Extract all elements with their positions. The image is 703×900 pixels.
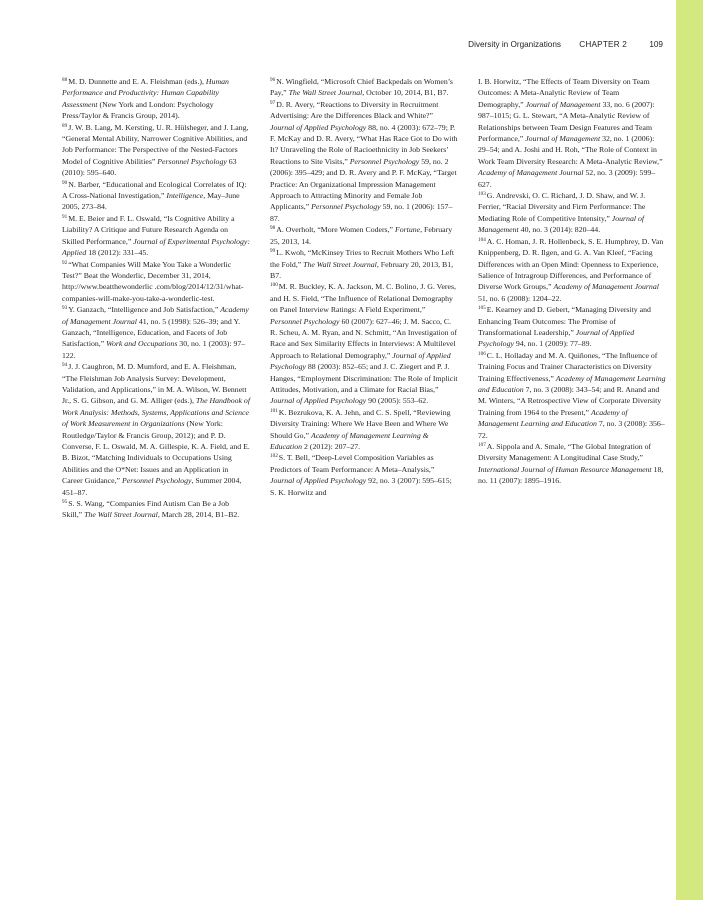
endnote-text: C. L. Holladay and M. A. Quiñones, “The Influence of Training Focus and Trainer Characteristics on Diversity Training Effectiveness,” Academy of Management Learning and Education 7, no. 3 (2008): 343–54; and R. Anand and M. Winters, “A Retrospective View of Corporate Diversity Training from 1964 to the Present,” Academy of Management Learning and Education 7, no. 3 (2008): 356–72. — [478, 350, 666, 440]
endnote-text: A. C. Homan, J. R. Hollenbeck, S. E. Humphrey, D. Van Knippenberg, D. R. Ilgen, and G. A. Van Kleef, “Facing Differences with an Open Mind: Openness to Experience, Salience of Intragroup Differences, and Performance of Diverse Work Groups,” Academy of Management Journal 51, no. 6 (2008): 1204–22. — [478, 236, 664, 303]
running-header — [468, 40, 663, 52]
endnote-text: S. T. Bell, “Deep-Level Composition Variables as Predictors of Team Performance: A Meta–Analysis,” Journal of Applied Psychology 92, no. 3 (2007): 595–615; S. K. Horwitz and — [270, 453, 452, 497]
endnote-text: M. E. Beier and F. L. Oswald, “Is Cognitive Ability a Liability? A Critique and Future Research Agenda on Skilled Performance,” Journal of Experimental Psychology: Applied 18 (2012): 331–45. — [62, 213, 250, 258]
endnote-text: Y. Ganzach, “Intelligence and Job Satisfaction,” Academy of Management Journal 41, no. 5 (1998): 526–39; and Y. Ganzach, “Intelligence, Education, and Facets of Job Satisfaction,” Work and Occupations 30, no. 1 (2003): 97–122. — [62, 305, 249, 360]
endnote — [478, 304, 666, 350]
endnote-number: 105 — [478, 305, 486, 312]
endnote-text: J. J. Caughron, M. D. Mumford, and E. A. Fleishman, “The Fleishman Job Analysis Survey: Development, Validation, and Applications,” in M. A. Wilson, W. Bennett Jr., S. G. Gibson, and G. M. Alliger (eds.), The Handbook of Work Analysis: Methods, Systems, Applications and Science of Work Measurement in Organizations (New York: Routledge/Taylor & Francis Group, 2012); and P. D. Converse, F. L. Oswald, M. A. Gillespie, K. A. Field, and E. B. Bizot, “Matching Individuals to Occupations Using Abilities and the O*Net: Issues and an Application in Career Guidance,” Personnel Psychology, Summer 2004, 451–87. — [62, 362, 250, 497]
endnote-number: 94 — [62, 362, 68, 369]
endnote-number: 107 — [478, 442, 486, 448]
endnote — [62, 179, 250, 213]
endnote — [62, 361, 250, 498]
color-sidebar-tab — [676, 0, 703, 900]
endnote-text: G. Andrevski, O. C. Richard, J. D. Shaw, and W. J. Ferrier, “Racial Diversity and Firm Performance: The Mediating Role of Competitive Intensity,” Journal of Management 40, no. 3 (2014): 820–44. — [478, 191, 646, 235]
endnote-text: I. B. Horwitz, “The Effects of Team Diversity on Team Outcomes: A Meta-Analytic Review of Team Demography,” Journal of Management 33, no. 6 (2007): 987–1015; G. L. Stewart, “A Meta-Analytic Review of Relationships between Team Design Features and Team Performance,” Journal of Management 32, no. 1 (2006): 29–54; and A. Joshi and H. Roh, “The Role of Context in Work Team Diversity Research: A Meta-Analytic Review,” Academy of Management Journal 52, no. 3 (2009): 599–627. — [478, 77, 663, 189]
endnote-text: M. R. Buckley, K. A. Jackson, M. C. Bolino, J. G. Veres, and H. S. Field, “The Influence of Relational Demography on Panel Interview Ratings: A Field Experiment,” Personnel Psychology 60 (2007): 627–46; J. M. Sacco, C. R. Scheu, A. M. Ryan, and N. Schmitt, “An Investigation of Race and Sex Similarity Effects in Interviews: A Multilevel Approach to Relational Demography,” Journal of Applied Psychology 88 (2003): 852–65; and J. C. Ziegert and P. J. Hanges, “Employment Discrimination: The Role of Implicit Attitudes, Motivation, and a Climate for Racial Bias,” Journal of Applied Psychology 90 (2005): 553–62. — [270, 282, 458, 406]
endnote — [478, 190, 666, 236]
endnote-text: J. W. B. Lang, M. Kersting, U. R. Hülsheger, and J. Lang, “General Mental Ability, Narrower Cognitive Abilities, and Job Performance: The Perspective of the Nested-Factors Model of Cognitive Abilities” Personnel Psychology 63 (2010): 595–640. — [62, 122, 249, 178]
endnote-number: 102 — [270, 453, 278, 460]
endnote-number: 106 — [478, 350, 486, 357]
endnote-number: 99 — [270, 248, 276, 255]
endnote-text: D. R. Avery, “Reactions to Diversity in Recruitment Advertising: Are the Differences Black and White?” Journal of Applied Psychology 88, no. 4 (2003): 672–79; P. F. McKay and D. R. Avery, “What Has Race Got to Do with It? Unraveling the Role of Racioethnicity in Job Seekers’ Reactions to Site Visits,” Personnel Psychology 59, no. 2 (2006): 395–429; and D. R. Avery and P. F. McKay, “Target Practice: An Organizational Impression Management Approach to Attracting Minority and Female Job Applicants,” Personnel Psychology 59, no. 1 (2006): 157–87. — [270, 99, 458, 223]
endnote-number: 89 — [62, 122, 68, 129]
endnote-number: 95 — [62, 499, 68, 506]
endnote — [270, 281, 458, 406]
endnote-number: 96 — [270, 77, 276, 83]
endnote — [270, 76, 458, 99]
endnote — [478, 350, 666, 441]
notes-column-1 — [62, 76, 250, 521]
endnote-number: 101 — [270, 407, 278, 414]
endnote-number: 98 — [270, 225, 276, 232]
endnote-number: 97 — [270, 99, 276, 106]
endnote-number: 91 — [62, 213, 68, 220]
endnote — [270, 224, 458, 247]
endnote-number: 92 — [62, 259, 68, 266]
page-number: 109 — [649, 40, 663, 49]
endnote — [62, 213, 250, 259]
endnote — [62, 304, 250, 361]
endnote-number: 100 — [270, 282, 278, 289]
endnote-text: N. Barber, “Educational and Ecological Correlates of IQ: A Cross-National Investigation,” Intelligence, May–June 2005, 273–84. — [62, 179, 247, 212]
notes-column-2 — [270, 76, 458, 498]
notes-column-3 — [478, 76, 666, 487]
endnote — [478, 236, 666, 304]
endnote — [62, 122, 250, 179]
endnote-text: L. Kwoh, “McKinsey Tries to Recruit Mothers Who Left the Fold,” The Wall Street Journal, February 20, 2013, B1, B7. — [270, 248, 455, 280]
endnote — [270, 407, 458, 453]
endnote-text: E. Kearney and D. Gebert, “Managing Diversity and Enhancing Team Outcomes: The Promise of Transformational Leadership,” Journal of Applied Psychology 94, no. 1 (2009): 77–89. — [478, 305, 651, 349]
endnote — [62, 498, 250, 521]
endnote-text: A. Sippola and A. Smale, “The Global Integration of Diversity Management: A Longitudinal Case Study,” International Journal of Human Resource Management 18, no. 11 (2007): 1895–1916. — [478, 442, 664, 486]
endnote-number: 93 — [62, 305, 68, 312]
endnote-number: 88 — [62, 77, 68, 83]
endnote-text: S. S. Wang, “Companies Find Autism Can Be a Job Skill,” The Wall Street Journal, March 28, 2014, B1–B2. — [62, 499, 240, 520]
endnote — [270, 452, 458, 498]
chapter-label: CHAPTER 2 — [579, 40, 628, 49]
endnote-text: A. Overholt, “More Women Coders,” Fortune, February 25, 2013, 14. — [270, 225, 453, 246]
running-title: Diversity in Organizations — [468, 40, 561, 49]
endnote-text: N. Wingfield, “Microsoft Chief Backpedals on Women’s Pay,” The Wall Street Journal, October 10, 2014, B1, B7. — [270, 77, 453, 98]
endnote — [270, 99, 458, 224]
endnote-text: M. D. Dunnette and E. A. Fleishman (eds.), Human Performance and Productivity: Human Capability Assessment (New York and London: Psychology Press/Taylor & Francis Group, 2014). — [62, 77, 229, 121]
endnote-text: K. Bezrukova, K. A. Jehn, and C. S. Spell, “Reviewing Diversity Training: Where We Have Been and Where We Should Go,” Academy of Management Learning & Education 2 (2012): 207–27. — [270, 407, 451, 451]
endnote — [62, 259, 250, 305]
endnote — [62, 76, 250, 122]
endnote — [478, 441, 666, 487]
endnote-text: “What Companies Will Make You Take a Wonderlic Test?” Beat the Wonderlic, December 31, 2014, http://www.beatthewonderlic .com/blog/2014/12/31/what-companies-will-make-you-take-a-wonderlic-test. — [62, 259, 244, 303]
endnote — [270, 247, 458, 281]
endnote-number: 104 — [478, 236, 486, 243]
endnote — [478, 76, 666, 190]
endnote-number: 90 — [62, 179, 68, 186]
endnote-number: 103 — [478, 191, 486, 198]
